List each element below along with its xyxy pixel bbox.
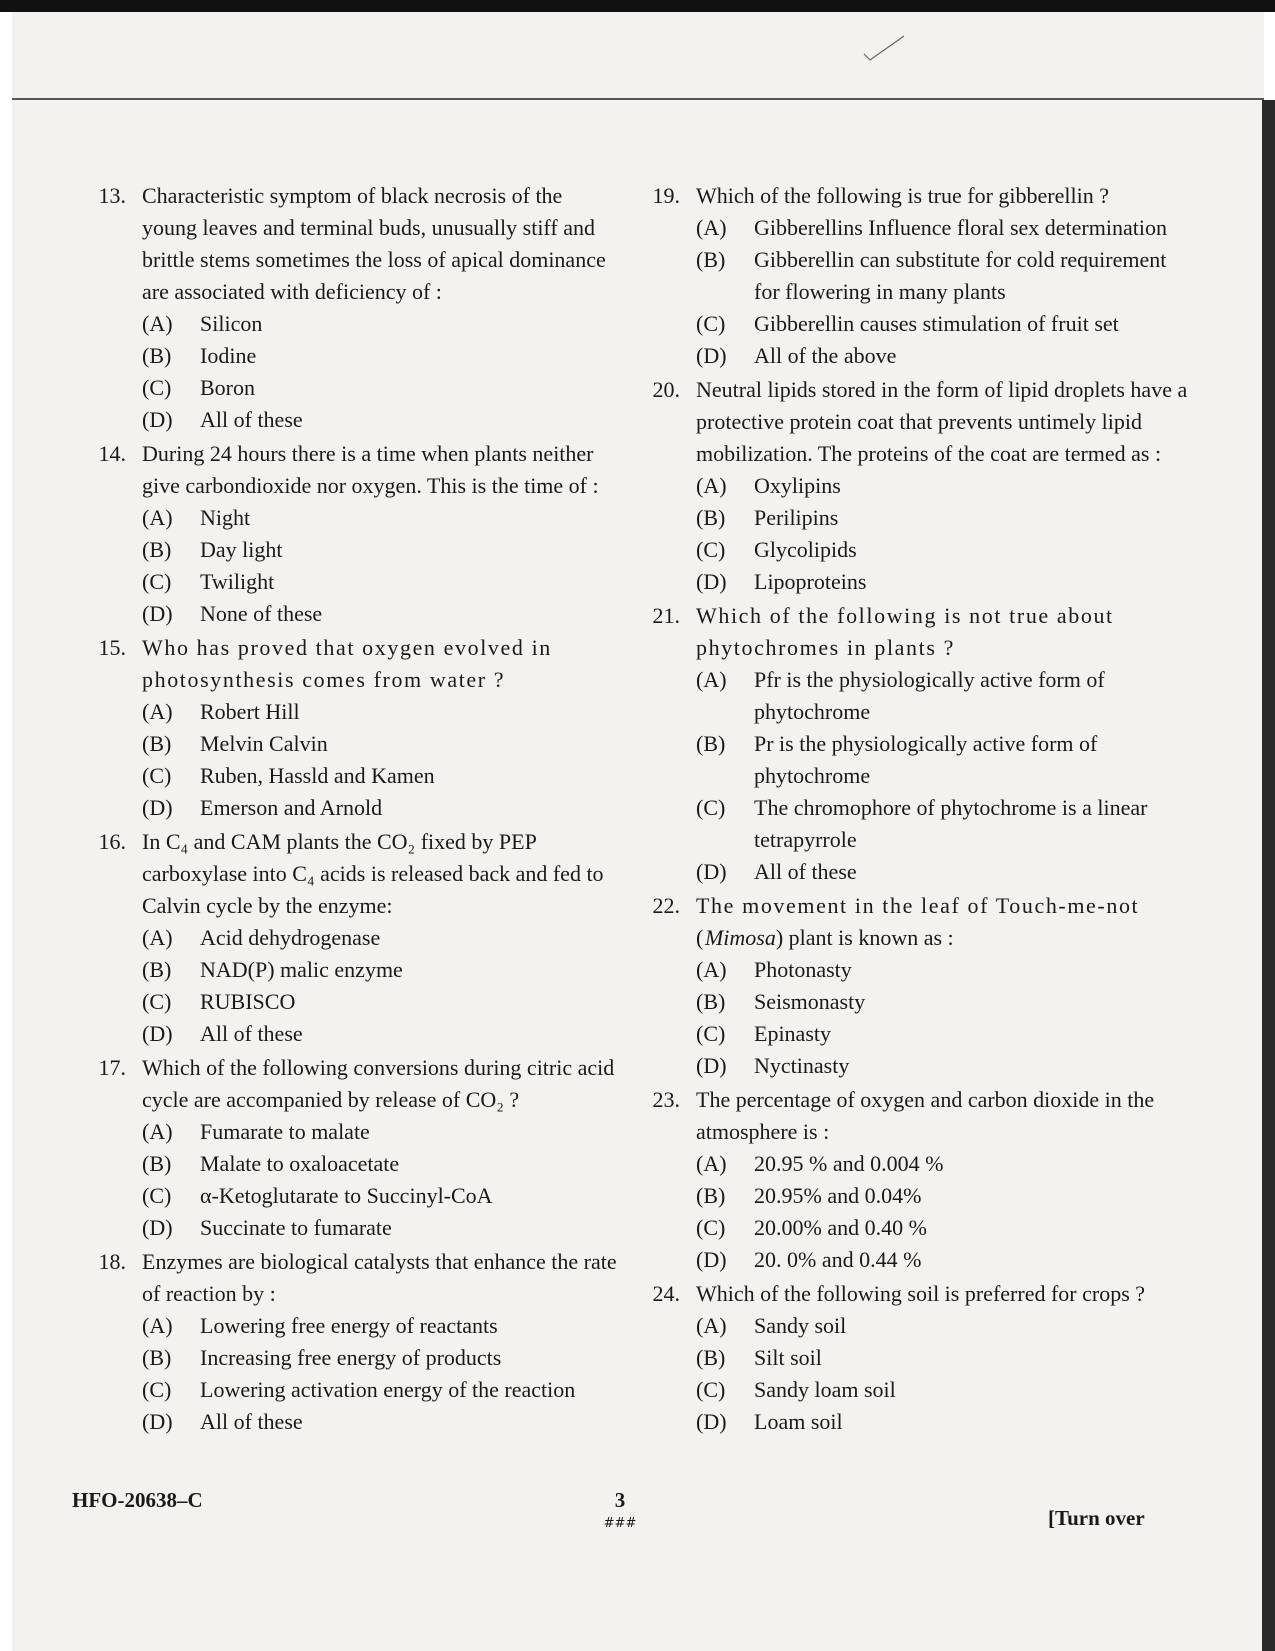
option-d: (D) Succinate to fumarate <box>142 1215 392 1240</box>
question-text: Characteristic symptom of black necrosis of the young leaves and terminal buds, unusually stiff and brittle stems sometimes the loss of apical dominance are associated with deficiency of : <box>142 183 606 304</box>
option-a: (A) Oxylipins <box>696 473 841 498</box>
question-number: 19. <box>652 183 680 208</box>
question-14 <box>82 438 622 630</box>
option-d: (D) 20. 0% and 0.44 % <box>696 1247 922 1272</box>
question-number: 17. <box>98 1055 126 1080</box>
option-c: (C) Ruben, Hassld and Kamen <box>142 763 435 788</box>
options-list <box>142 696 622 824</box>
option-b: (B) NAD(P) malic enzyme <box>142 957 403 982</box>
option-d: (D) None of these <box>142 601 323 626</box>
options-list <box>696 1148 1196 1276</box>
option-b: (B) Perilipins <box>696 505 839 530</box>
options-list <box>696 212 1196 372</box>
question-text: Which of the following conversions during citric acid cycle are accompanied by release of CO₂ ? <box>142 1055 615 1112</box>
option-b: (B) Melvin Calvin <box>142 731 328 756</box>
option-a: (A) Fumarate to malate <box>142 1119 370 1144</box>
question-24 <box>636 1278 1196 1438</box>
question-text: Neutral lipids stored in the form of lipid droplets have a protective protein coat that prevents untimely lipid mobilization. The proteins of the coat are termed as : <box>696 377 1188 466</box>
options-list <box>696 954 1196 1082</box>
question-number: 18. <box>98 1249 126 1274</box>
option-d: (D) All of the above <box>696 343 897 368</box>
question-17 <box>82 1052 622 1244</box>
question-text: Enzymes are biological catalysts that enhance the rate of reaction by : <box>142 1249 617 1306</box>
question-21 <box>636 600 1196 888</box>
option-a: (A) Lowering free energy of reactants <box>142 1313 498 1338</box>
page-hash-mark: ### <box>603 1516 637 1531</box>
question-23 <box>636 1084 1196 1276</box>
question-number: 14. <box>98 441 126 466</box>
question-13 <box>82 180 622 436</box>
page-number: 3 <box>614 1488 626 1512</box>
question-22 <box>636 890 1196 1082</box>
option-b: (B) Day light <box>142 537 283 562</box>
option-d: (D) Nyctinasty <box>696 1053 850 1078</box>
question-text: Which of the following soil is preferred for crops ? <box>696 1281 1146 1306</box>
option-d: (D) Emerson and Arnold <box>142 795 383 820</box>
scan-top-edge <box>0 0 1275 12</box>
option-b: (B) Pr is the physiologically active form of phytochrome <box>696 731 1098 788</box>
question-20 <box>636 374 1196 598</box>
question-text: Which of the following is not true about phytochromes in plants ? <box>696 603 1114 660</box>
options-list <box>696 664 1196 888</box>
question-text: The movement in the leaf of Touch-me-not (Mimosa) plant is known as : <box>696 893 1140 950</box>
scan-right-edge <box>1262 100 1275 1651</box>
option-c: (C) Twilight <box>142 569 275 594</box>
option-d: (D) All of these <box>142 1021 303 1046</box>
options-list <box>142 1116 622 1244</box>
option-c: (C) Lowering activation energy of the reaction <box>142 1377 576 1402</box>
option-b: (B) Seismonasty <box>696 989 866 1014</box>
right-column <box>636 180 1196 1440</box>
option-c: (C) Glycolipids <box>696 537 857 562</box>
option-a: (A) Robert Hill <box>142 699 300 724</box>
option-a: (A) Acid dehydrogenase <box>142 925 381 950</box>
option-d: (D) Lipoproteins <box>696 569 867 594</box>
pen-tick-mark <box>860 32 910 62</box>
question-text: The percentage of oxygen and carbon dioxide in the atmosphere is : <box>696 1087 1155 1144</box>
option-c: (C) Boron <box>142 375 255 400</box>
option-d: (D) All of these <box>696 859 857 884</box>
option-b: (B) Iodine <box>142 343 257 368</box>
option-c: (C) Gibberellin causes stimulation of fruit set <box>696 311 1119 336</box>
options-list <box>142 1310 622 1438</box>
option-c: (C) α-Ketoglutarate to Succinyl-CoA <box>142 1183 493 1208</box>
left-column <box>82 180 622 1440</box>
option-b: (B) Increasing free energy of products <box>142 1345 502 1370</box>
options-list <box>142 502 622 630</box>
option-a: (A) Pfr is the physiologically active form of phytochrome <box>696 667 1105 724</box>
question-text: During 24 hours there is a time when plants neither give carbondioxide nor oxygen. This is the time of : <box>142 441 599 498</box>
option-a: (A) Silicon <box>142 311 263 336</box>
option-a: (A) Photonasty <box>696 957 852 982</box>
question-number: 24. <box>652 1281 680 1306</box>
question-text: Which of the following is true for gibberellin ? <box>696 183 1109 208</box>
question-text: In C₄ and CAM plants the CO₂ fixed by PEP carboxylase into C₄ acids is released back and fed to Calvin cycle by the enzyme: <box>142 829 604 918</box>
option-d: (D) All of these <box>142 407 303 432</box>
option-a: (A) Sandy soil <box>696 1313 847 1338</box>
option-d: (D) All of these <box>142 1409 303 1434</box>
option-c: (C) The chromophore of phytochrome is a linear tetrapyrrole <box>696 795 1148 852</box>
option-d: (D) Loam soil <box>696 1409 843 1434</box>
question-number: 13. <box>98 183 126 208</box>
question-number: 21. <box>652 603 680 628</box>
option-b: (B) Malate to oxaloacetate <box>142 1151 400 1176</box>
question-number: 15. <box>98 635 126 660</box>
option-a: (A) 20.95 % and 0.004 % <box>696 1151 944 1176</box>
options-list <box>696 1310 1196 1438</box>
options-list <box>696 470 1196 598</box>
question-19 <box>636 180 1196 372</box>
question-text: Who has proved that oxygen evolved in photosynthesis comes from water ? <box>142 635 552 692</box>
option-c: (C) 20.00% and 0.40 % <box>696 1215 927 1240</box>
question-number: 23. <box>652 1087 680 1112</box>
option-c: (C) Sandy loam soil <box>696 1377 896 1402</box>
question-15 <box>82 632 622 824</box>
header-rule <box>12 98 1264 100</box>
option-b: (B) Silt soil <box>696 1345 822 1370</box>
option-b: (B) Gibberellin can substitute for cold requirement for flowering in many plants <box>696 247 1167 304</box>
option-b: (B) 20.95% and 0.04% <box>696 1183 922 1208</box>
question-18 <box>82 1246 622 1438</box>
option-c: (C) Epinasty <box>696 1021 831 1046</box>
option-a: (A) Gibberellins Influence floral sex determination <box>696 215 1167 240</box>
turn-over-note: [Turn over <box>1048 1506 1145 1530</box>
options-list <box>142 308 622 436</box>
question-number: 20. <box>652 377 680 402</box>
question-number: 22. <box>652 893 680 918</box>
paper-code: HFO-20638–C <box>72 1488 203 1512</box>
option-a: (A) Night <box>142 505 251 530</box>
option-c: (C) RUBISCO <box>142 989 296 1014</box>
options-list <box>142 922 622 1050</box>
question-16 <box>82 826 622 1050</box>
question-number: 16. <box>98 829 126 854</box>
